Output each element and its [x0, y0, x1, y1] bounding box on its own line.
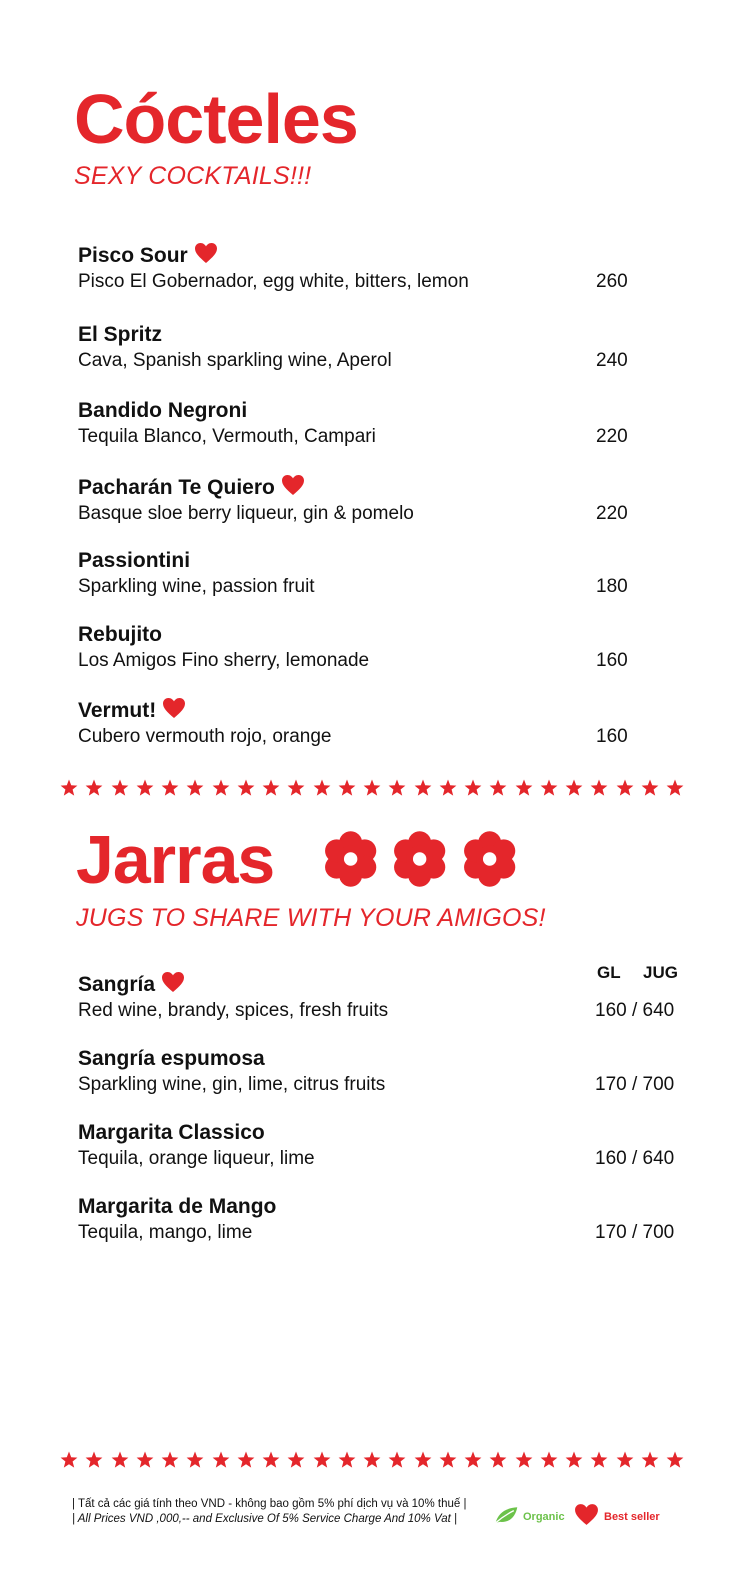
star-icon: [439, 779, 457, 797]
star-icon: [590, 1451, 608, 1469]
heart-icon: [161, 971, 185, 993]
star-icon: [616, 1451, 634, 1469]
item-description: Los Amigos Fino sherry, lemonade: [78, 650, 370, 671]
item-price: 260: [596, 271, 628, 292]
item-name-row: [78, 549, 190, 573]
item-description: Tequila, orange liqueur, lime: [78, 1148, 315, 1169]
star-icon: [60, 779, 78, 797]
star-icon: [540, 1451, 558, 1469]
legend-organic-label: Organic: [523, 1511, 565, 1523]
menu-item: [78, 623, 688, 683]
star-icon: [515, 779, 533, 797]
star-icon: [262, 779, 280, 797]
star-icon: [666, 1451, 684, 1469]
flower-icon: [459, 828, 520, 890]
menu-item: [78, 1047, 688, 1107]
legend-best-seller-label: Best seller: [604, 1511, 660, 1523]
item-description: Sparkling wine, passion fruit: [78, 576, 315, 597]
item-price: 220: [596, 503, 628, 524]
item-name-row: [78, 399, 247, 423]
menu-item: [78, 1121, 688, 1181]
item-name-row: [78, 1121, 265, 1145]
item-price: 220: [596, 426, 628, 447]
menu-item: [78, 699, 688, 759]
menu-item: [78, 323, 688, 383]
item-description: Basque sloe berry liqueur, gin & pomelo: [78, 503, 414, 524]
menu-item: [78, 399, 688, 459]
star-icon: [85, 779, 103, 797]
star-icon: [363, 779, 381, 797]
heart-icon: [281, 474, 305, 496]
menu-item: [78, 244, 688, 304]
star-icon: [262, 1451, 280, 1469]
star-icon: [60, 1451, 78, 1469]
item-description: Sparkling wine, gin, lime, citrus fruits: [78, 1074, 386, 1095]
star-icon: [136, 1451, 154, 1469]
star-icon: [388, 779, 406, 797]
menu-item: [78, 1195, 688, 1255]
star-icon: [363, 1451, 381, 1469]
star-icon: [111, 779, 129, 797]
item-price: 180: [596, 576, 628, 597]
item-name: El Spritz: [78, 323, 163, 346]
star-icon: [489, 1451, 507, 1469]
flower-icon: [389, 828, 450, 890]
star-icon: [161, 1451, 179, 1469]
star-icon: [161, 779, 179, 797]
item-price: 160: [596, 726, 628, 747]
star-icon: [85, 1451, 103, 1469]
item-price: 170 / 700: [595, 1222, 675, 1243]
star-icon: [616, 779, 634, 797]
star-icon: [414, 779, 432, 797]
star-icon: [439, 1451, 457, 1469]
menu-item: [78, 973, 688, 1033]
item-name-row: [78, 973, 185, 997]
flower-decoration: [320, 828, 520, 892]
item-name-row: [78, 699, 186, 723]
star-icon: [565, 1451, 583, 1469]
item-price: 160: [596, 650, 628, 671]
star-icon: [565, 779, 583, 797]
item-description: Tequila Blanco, Vermouth, Campari: [78, 426, 376, 447]
star-icon: [540, 779, 558, 797]
star-icon: [186, 1451, 204, 1469]
star-icon: [515, 1451, 533, 1469]
item-price: 160 / 640: [595, 1000, 675, 1021]
item-name: Pisco Sour: [78, 244, 188, 267]
item-description: Cubero vermouth rojo, orange: [78, 726, 332, 747]
star-icon: [287, 779, 305, 797]
item-name: Margarita Classico: [78, 1121, 265, 1144]
star-icon: [590, 779, 608, 797]
item-name-row: [78, 323, 162, 347]
item-name-row: [78, 1047, 265, 1071]
star-icon: [212, 779, 230, 797]
item-name: Pacharán Te Quiero: [78, 476, 275, 499]
star-icon: [186, 779, 204, 797]
star-icon: [641, 779, 659, 797]
star-icon: [464, 779, 482, 797]
star-icon: [388, 1451, 406, 1469]
star-icon: [414, 1451, 432, 1469]
leaf-icon: [493, 1504, 519, 1526]
star-icon: [237, 779, 255, 797]
item-price: 240: [596, 350, 628, 371]
item-description: Cava, Spanish sparkling wine, Aperol: [78, 350, 392, 371]
jarras-subtitle: JUGS TO SHARE WITH YOUR AMIGOS!: [76, 904, 546, 932]
item-name: Rebujito: [78, 623, 162, 646]
item-name: Bandido Negroni: [78, 399, 248, 422]
item-description: Tequila, mango, lime: [78, 1222, 253, 1243]
flower-icon: [320, 828, 381, 890]
star-icon: [338, 779, 356, 797]
star-divider-bottom: [60, 1451, 684, 1471]
item-price: 170 / 700: [595, 1074, 675, 1095]
heart-icon: [574, 1503, 599, 1526]
jarras-title: Jarras: [76, 822, 275, 898]
star-icon: [111, 1451, 129, 1469]
price-note-english: | All Prices VND ,000,-- and Exclusive Of 5% Service Charge And 10% Vat |: [72, 1513, 457, 1525]
price-note-vietnamese: | Tất cả các giá tính theo VND - không bao gồm 5% phí dịch vụ và 10% thuế |: [72, 1498, 467, 1510]
star-icon: [136, 779, 154, 797]
menu-item: [78, 549, 688, 609]
item-name-row: [78, 623, 162, 647]
cocteles-subtitle: SEXY COCKTAILS!!!: [74, 162, 312, 190]
item-name-row: [78, 244, 218, 268]
star-icon: [338, 1451, 356, 1469]
column-header-jug: JUG: [643, 963, 678, 982]
star-divider-top: [60, 779, 684, 799]
item-price: 160 / 640: [595, 1148, 675, 1169]
item-name: Sangría espumosa: [78, 1047, 265, 1070]
item-name: Margarita de Mango: [78, 1195, 277, 1218]
item-description: Red wine, brandy, spices, fresh fruits: [78, 1000, 389, 1021]
item-name: Sangría: [78, 973, 156, 996]
item-name-row: [78, 1195, 276, 1219]
star-icon: [641, 1451, 659, 1469]
heart-icon: [194, 242, 218, 264]
star-icon: [287, 1451, 305, 1469]
item-description: Pisco El Gobernador, egg white, bitters, lemon: [78, 271, 469, 292]
item-name-row: [78, 476, 305, 500]
item-name: Vermut!: [78, 699, 157, 722]
star-icon: [313, 1451, 331, 1469]
cocteles-title: Cócteles: [74, 80, 358, 158]
item-name: Passiontini: [78, 549, 191, 572]
star-icon: [212, 1451, 230, 1469]
star-icon: [313, 779, 331, 797]
heart-icon: [162, 697, 186, 719]
star-icon: [464, 1451, 482, 1469]
menu-item: [78, 476, 688, 536]
star-icon: [489, 779, 507, 797]
star-icon: [237, 1451, 255, 1469]
column-header-gl: GL: [597, 963, 621, 982]
star-icon: [666, 779, 684, 797]
